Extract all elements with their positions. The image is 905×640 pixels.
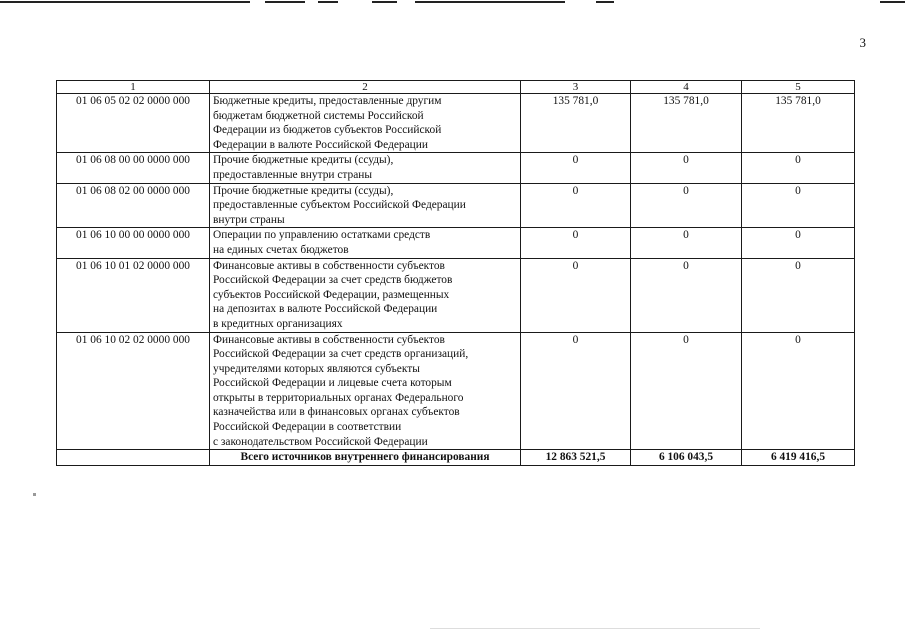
scan-artifact-bottom [430, 628, 760, 629]
total-col-4: 6 106 043,5 [631, 450, 742, 466]
amount-col-5: 0 [742, 153, 855, 183]
amount-col-3: 0 [521, 153, 631, 183]
total-col-3: 12 863 521,5 [521, 450, 631, 466]
source-description: Прочие бюджетные кредиты (ссуды), предоставленные субъектом Российской Федерации внутри страны [210, 183, 521, 228]
scan-artifact-top [0, 0, 905, 6]
amount-col-5: 0 [742, 332, 855, 450]
table-header-row [57, 81, 855, 94]
amount-col-4: 135 781,0 [631, 94, 742, 153]
amount-col-3: 0 [521, 258, 631, 332]
source-description: Операции по управлению остатками средств на единых счетах бюджетов [210, 228, 521, 258]
classification-code: 01 06 10 01 02 0000 000 [57, 258, 210, 332]
total-col-5: 6 419 416,5 [742, 450, 855, 466]
classification-code: 01 06 05 02 02 0000 000 [57, 94, 210, 153]
financing-sources-table [56, 80, 855, 466]
scan-dot [33, 493, 36, 496]
table-row [57, 94, 855, 153]
total-label: Всего источников внутреннего финансирования [210, 450, 521, 466]
source-description: Бюджетные кредиты, предоставленные другим бюджетам бюджетной системы Российской Федерации из бюджетов субъектов Российской Федерации в валюте Российской Федерации [210, 94, 521, 153]
classification-code: 01 06 10 00 00 0000 000 [57, 228, 210, 258]
amount-col-4: 0 [631, 332, 742, 450]
column-header: 1 [57, 81, 210, 94]
column-header: 2 [210, 81, 521, 94]
amount-col-4: 0 [631, 183, 742, 228]
amount-col-5: 0 [742, 258, 855, 332]
amount-col-5: 0 [742, 228, 855, 258]
page-number: 3 [859, 35, 866, 50]
total-row [57, 450, 855, 466]
table-row [57, 183, 855, 228]
classification-code: 01 06 08 00 00 0000 000 [57, 153, 210, 183]
classification-code: 01 06 08 02 00 0000 000 [57, 183, 210, 228]
amount-col-4: 0 [631, 258, 742, 332]
amount-col-5: 0 [742, 183, 855, 228]
amount-col-3: 0 [521, 183, 631, 228]
column-header: 3 [521, 81, 631, 94]
source-description: Финансовые активы в собственности субъектов Российской Федерации за счет средств бюджетов субъектов Российской Федерации, размещенных на депозитах в валюте Российской Федерации в кредитных организациях [210, 258, 521, 332]
source-description: Финансовые активы в собственности субъектов Российской Федерации за счет средств организаций, учредителями которых являются субъекты Российской Федерации и лицевые счета которым открыты в территориальных органах Федерального казначейства или в финансовых органах субъектов Российской Федерации в соответствии с законодательством Российской Федерации [210, 332, 521, 450]
amount-col-3: 135 781,0 [521, 94, 631, 153]
column-header: 5 [742, 81, 855, 94]
classification-code: 01 06 10 02 02 0000 000 [57, 332, 210, 450]
total-code [57, 450, 210, 466]
table-row [57, 228, 855, 258]
source-description: Прочие бюджетные кредиты (ссуды), предоставленные внутри страны [210, 153, 521, 183]
amount-col-3: 0 [521, 332, 631, 450]
table-row [57, 258, 855, 332]
amount-col-5: 135 781,0 [742, 94, 855, 153]
table-row [57, 153, 855, 183]
amount-col-4: 0 [631, 153, 742, 183]
table-row [57, 332, 855, 450]
amount-col-4: 0 [631, 228, 742, 258]
amount-col-3: 0 [521, 228, 631, 258]
column-header: 4 [631, 81, 742, 94]
